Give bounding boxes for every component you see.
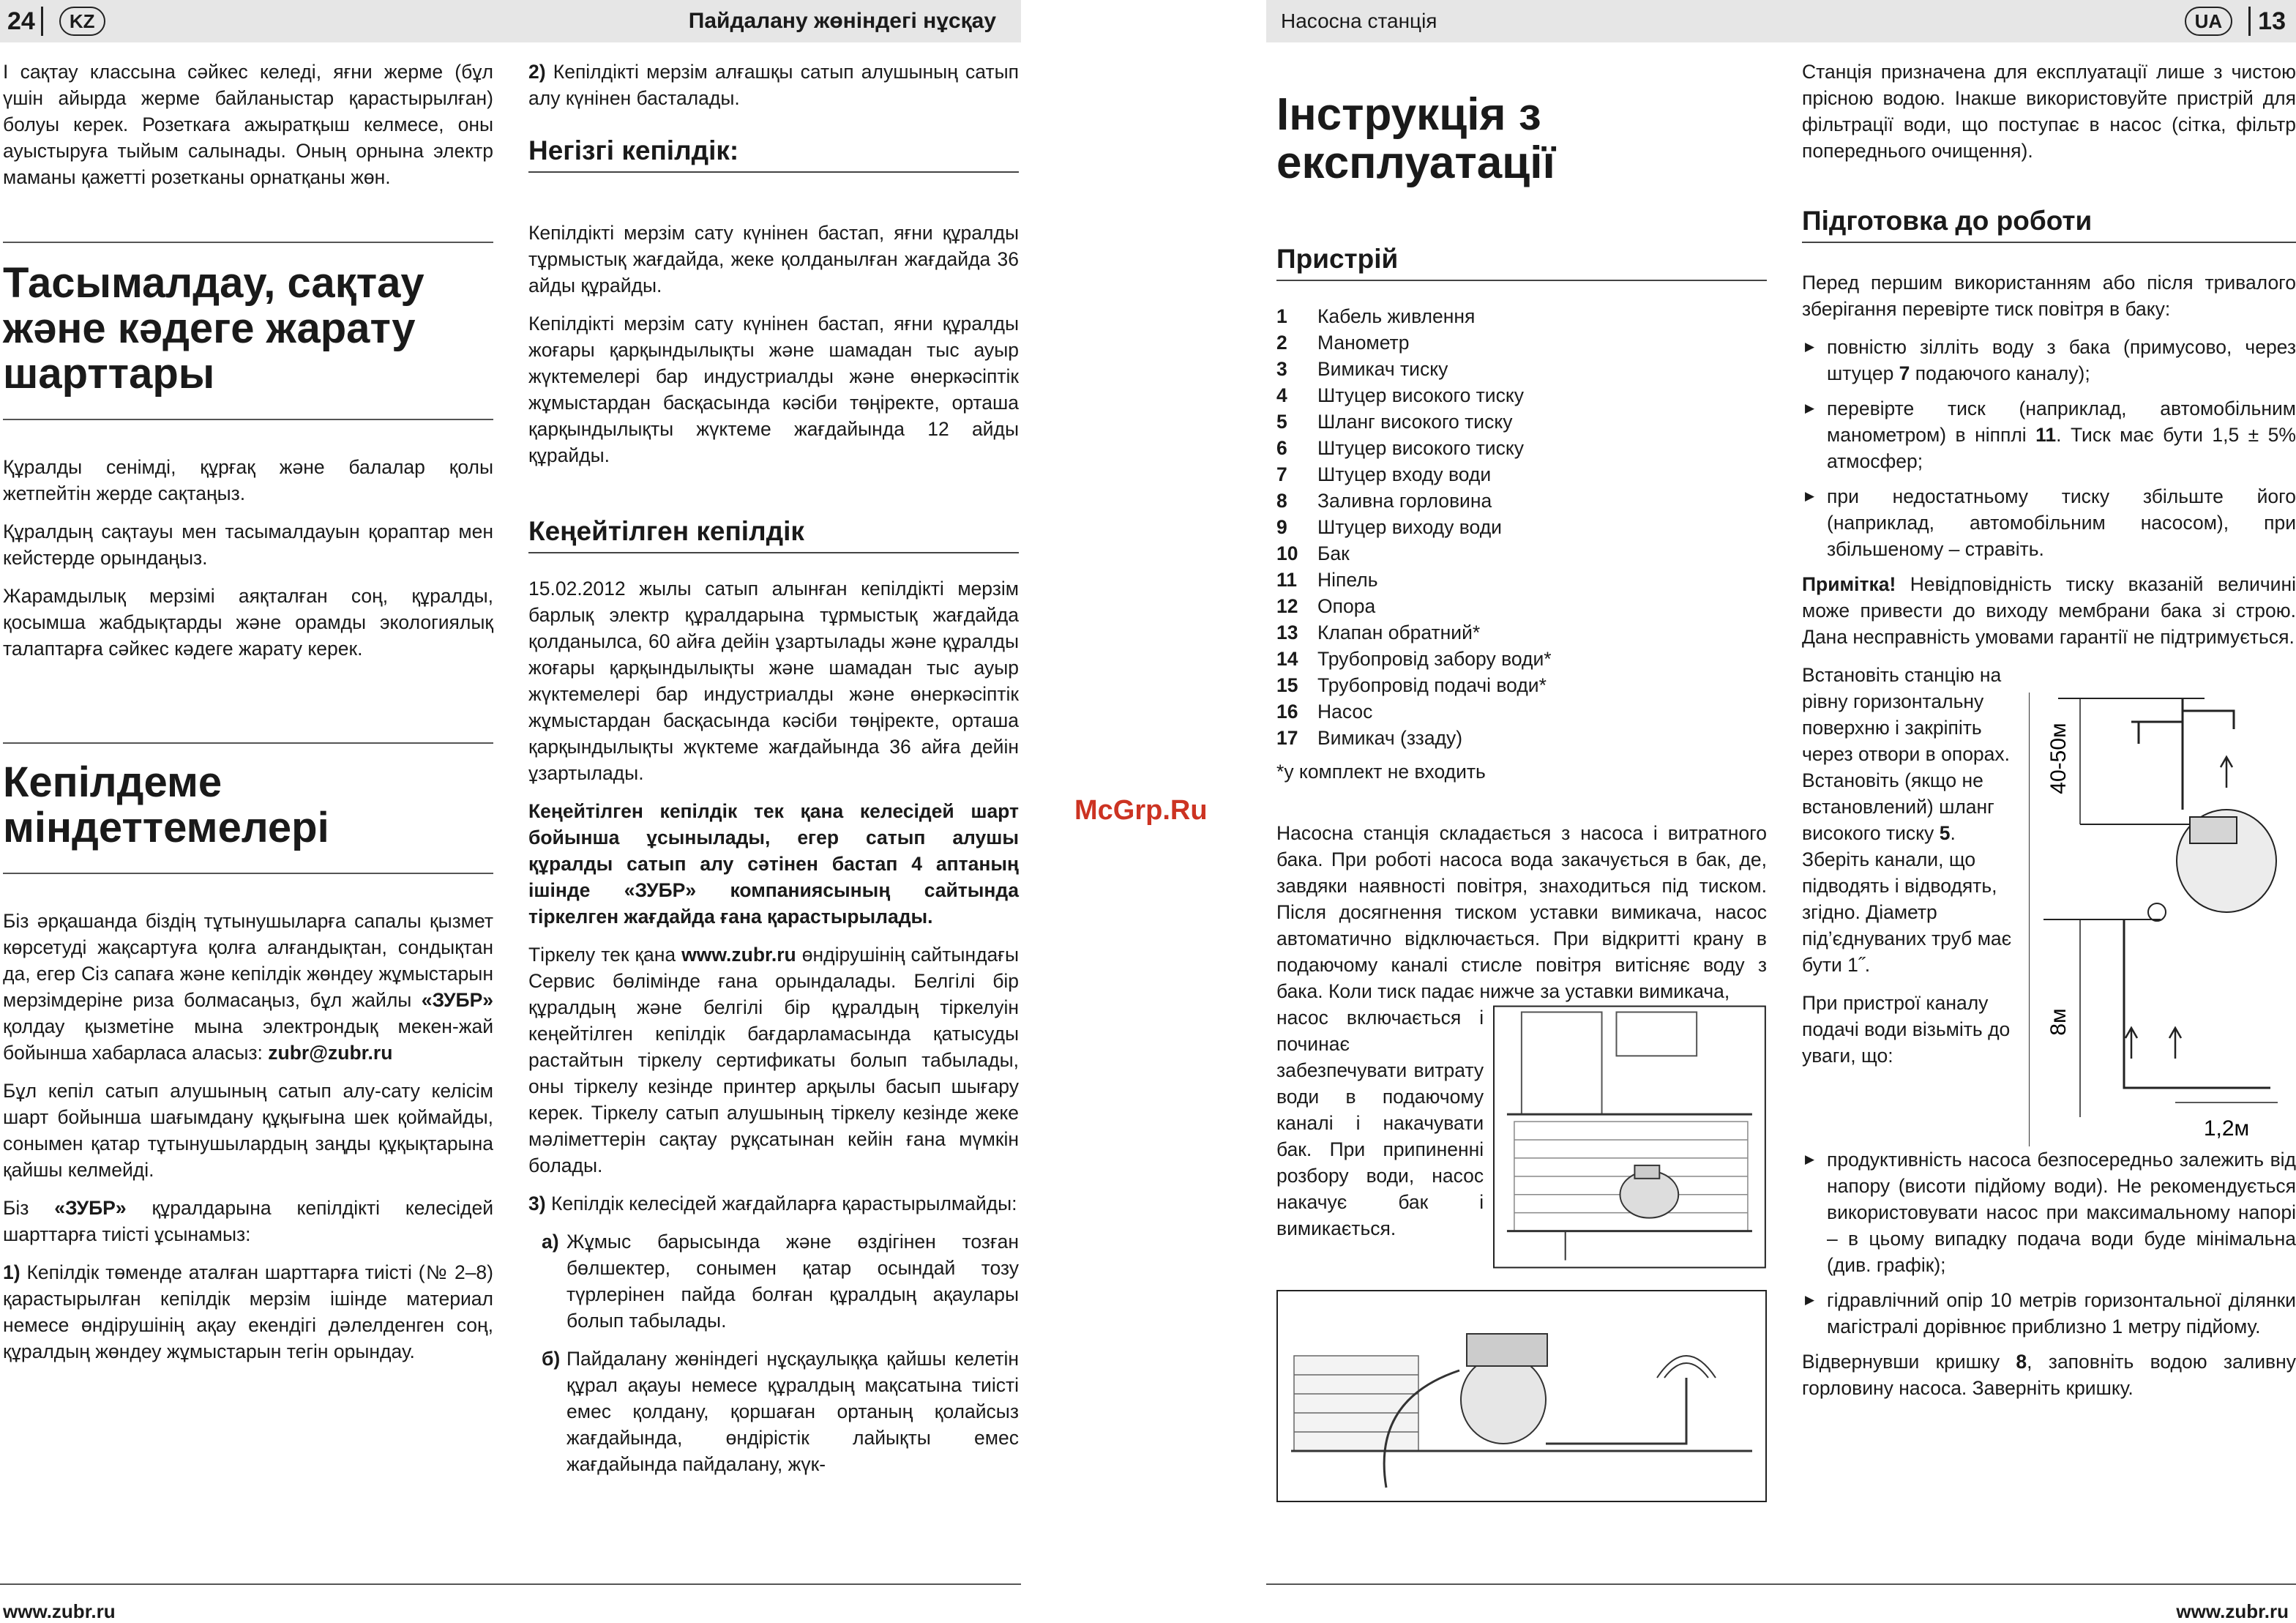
paragraph: При пристрої каналу подачі води візьміть до уваги, що:: [1802, 992, 2011, 1067]
right-page: [1266, 0, 2296, 1622]
part-name: Трубопровід забору води*: [1317, 648, 1552, 670]
pump-motor: [1467, 1334, 1547, 1366]
parts-list-item: [1276, 382, 1767, 408]
paragraph: Құралды сенімді, құрғақ және балалар қолы жетпейтін жерде сақтаңыз.: [3, 456, 493, 504]
text: . Зберіть канали, що підводять і відводять, згідно. Діаметр під’єднуваних труб має бути 1˝.: [1802, 822, 2012, 976]
footer-rule: [0, 1583, 1021, 1585]
text: Кепілдік келесідей жағдайларға қарастырылмайды:: [545, 1193, 1017, 1215]
parts-list-item: [1276, 461, 1767, 488]
sub-item-a: [542, 1228, 1019, 1334]
text: құралдарына кепілдікті келесідей шарттарға тиісті ұсынамыз:: [3, 1197, 493, 1245]
text: Кепілдікті мерзім алғашқы сатып алушының сатып алу күнінен басталады.: [528, 61, 1019, 109]
header-divider: [2248, 7, 2251, 36]
text: қолдау қызметіне мына электрондық мекен-жай бойынша хабарласа аласыз:: [3, 1015, 493, 1064]
header-divider: [41, 7, 43, 36]
email-link[interactable]: zubr@zubr.ru: [268, 1042, 393, 1064]
part-number: 17: [1276, 727, 1298, 749]
paragraph: [3, 1195, 493, 1247]
parts-list-item: [1276, 619, 1767, 646]
divider: [3, 873, 493, 874]
text: Жұмыс барысында және өздігінен тозған бөлшектер, сонымен қатар осындай тозу түрлерінен пайда болған құралдың ақаулары болып табылады.: [566, 1231, 1019, 1332]
text: перевірте тиск (наприклад, автомобільним манометром) в ніпплі: [1827, 398, 2296, 446]
text: повністю зілліть воду з бака (примусово, через штуцер: [1827, 336, 2296, 384]
divider: [3, 419, 493, 420]
pump-motor: [1635, 1165, 1660, 1179]
figure-frame: [1494, 1007, 1765, 1268]
footer-url: www.zubr.ru: [3, 1600, 116, 1622]
left-column-1: [3, 59, 493, 1376]
bullet-item: ▶ при недостатньому тиску збільште його (наприклад, автомобільним насосом), при збільшеному – стравіть.: [1802, 483, 2296, 562]
paragraph: Бұл кепіл сатып алушының сатып алу-сату келісім шарт бойынша шағымдану құқығына шек қоймайды, сонымен қатар тұтынушылардың заңды құқықтарына қайшы келмейді.: [3, 1080, 493, 1181]
install-text: [1802, 662, 2014, 1146]
text: Тіркелу тек қана: [528, 944, 682, 966]
item-number: 3): [528, 1193, 546, 1215]
text: , заповніть водою заливну горловину насоса. Заверніть кришку.: [1802, 1351, 2296, 1399]
note: [1802, 571, 2296, 650]
note-label: Примітка!: [1802, 573, 1896, 595]
part-name: Вимикач тиску: [1317, 358, 1448, 380]
paragraph: [528, 941, 1019, 1179]
manual-title: Інструкція з експлуатації: [1276, 89, 1555, 188]
heading-preparation: Підготовка до роботи: [1802, 208, 2296, 243]
text: Невідповідність тиску вказаній величині може привести до виходу мембрани бака зі строю. Дана несправність умовами гарантії не підтримується.: [1802, 573, 2296, 648]
parts-list-item: [1276, 514, 1767, 540]
parts-list-item: [1276, 435, 1767, 461]
parts-list-item: [1276, 540, 1767, 567]
parts-list-item: [1276, 303, 1767, 329]
part-ref: 11: [2035, 424, 2057, 446]
parts-list-item: [1276, 646, 1767, 672]
parts-list-item: [1276, 725, 1767, 751]
install-row: [1802, 662, 2296, 1146]
part-number: 1: [1276, 305, 1287, 327]
part-ref: 7: [1899, 362, 1910, 384]
paragraph: І сақтау классына сәйкес келеді, яғни жерме (бұл үшін айырда жерме байланыстар қарастырылған) болуы керек. Розеткаға ажыратқыш келмесе, оны ауыстыруға тыйым салынады. Оның орнына электр маманы қажетті розетканы орнатқаны жөн.: [3, 61, 493, 188]
page-number: 13: [2258, 7, 2286, 35]
right-header: [1266, 0, 2296, 42]
watermark: McGrp.Ru: [1074, 795, 1208, 826]
text: Відвернувши кришку: [1802, 1351, 2016, 1373]
text: өндірушінің сайтындағы Сервис бөлімінде ғана орындалады. Белгілі бір құралдың және белгілі бір құралдың тіркелуін кеңейтілген кепілдік бағдарламасында қатысуды растайтын тіркелу сертификаты болып табылады, оны тіркелу кезінде принтер арқылы басып шығару керек. Тіркелу сатып алушының тіркелу кезінде жеке мәліметтерін сақтау рұқсатынан кейін ғана мүмкін болады.: [528, 944, 1019, 1176]
left-column-2: [528, 59, 1019, 1489]
part-number: 14: [1276, 648, 1298, 670]
part-number: 8: [1276, 490, 1287, 512]
part-number: 7: [1276, 463, 1287, 485]
section-heading-warranty: Кепілдеме міндеттемелері: [3, 758, 329, 851]
text: Біз әрқашанда біздің тұтынушыларға сапалы қызмет көрсетуді жақсартуға қолға алғандықтан, сондықтан да, егер Сіз сапаға және кепілдік жөндеу жұмыстарын мерзімдеріне риза болмасаңыз, бұл жайлы: [3, 910, 493, 1011]
part-name: Штуцер високого тиску: [1317, 437, 1525, 459]
height-label: 40-50м: [2046, 723, 2071, 794]
part-number: 5: [1276, 411, 1287, 433]
page-number: 24: [7, 7, 35, 35]
sub-item-b: [542, 1346, 1019, 1477]
part-name: Ніпель: [1317, 569, 1378, 591]
language-badge: UA: [2185, 7, 2233, 36]
footer-url: www.zubr.ru: [2176, 1600, 2289, 1622]
part-name: Манометр: [1317, 332, 1410, 354]
tap-right: [2183, 711, 2234, 729]
paragraph: Құралдың сақтауы мен тасымалдауын қораптар мен кейстерде орындаңыз.: [3, 521, 493, 569]
paragraph: Станція призначена для експлуатації лише з чистою прісною водою. Інакше використовуйте пристрій для фільтрації води, що поступає в насос (сітка, фільтр попереднього очищення).: [1802, 61, 2296, 162]
part-number: 9: [1276, 516, 1287, 538]
part-name: Шланг високого тиску: [1317, 411, 1513, 433]
part-name: Штуцер виходу води: [1317, 516, 1502, 538]
left-header: [0, 0, 1021, 42]
installation-height-diagram: [2029, 678, 2292, 1146]
language-badge: KZ: [59, 7, 105, 36]
part-name: Вимикач (ззаду): [1317, 727, 1463, 749]
text: Пайдалану жөніндегі нұсқаулыққа қайшы келетін құрал ақауы немесе құралдың мақсатына тиісті емес қолдану, қоршаған ортаның қолайсыз жағдайында, өндірістік лайықты емес жағдайында пайдалану, жүк-: [566, 1348, 1019, 1475]
heading-basic-warranty: Негізгі кепілдік:: [528, 138, 1019, 173]
item-number: 1): [3, 1261, 20, 1283]
parts-list-item: [1276, 408, 1767, 435]
part-number: 2: [1276, 332, 1287, 354]
part-ref: 8: [2016, 1351, 2027, 1373]
part-number: 6: [1276, 437, 1287, 459]
part-number: 15: [1276, 674, 1298, 696]
sub-label: а): [542, 1231, 559, 1253]
paragraph: Перед першим використанням або після тривалого зберігання перевірте тиск повітря в баку:: [1802, 272, 2296, 320]
item-number: 2): [528, 61, 546, 83]
flow-arrow-up: [2169, 1028, 2181, 1059]
brand: «ЗУБР»: [54, 1197, 127, 1219]
part-number: 16: [1276, 701, 1298, 723]
heading-device: Пристрій: [1276, 246, 1767, 281]
part-name: Трубопровід подачі води*: [1317, 674, 1547, 696]
paragraph: Кепілдікті мерзім сату күнінен бастап, яғни құралды жоғары қарқындылықты және шамадан тыс ауыр жүктемелері бар индустриалды және өнеркәсіптік жұмыстардан басқасында кәсіби төңіректе, орташа қарқындылықты жүктеме жағдайында 12 айды құрайды.: [528, 313, 1019, 466]
paragraph: [1802, 662, 2014, 978]
part-number: 3: [1276, 358, 1287, 380]
divider: [3, 242, 493, 243]
part-name: Заливна горловина: [1317, 490, 1492, 512]
tap-upper: [2131, 722, 2183, 744]
right-column-2: [1802, 59, 2296, 1413]
footer-rule: [1266, 1583, 2296, 1585]
part-ref: 5: [1939, 822, 1951, 844]
right-column-1: [1276, 91, 1767, 1509]
text: . Тиск має бути 1,5 ± 5% атмосфер;: [1827, 424, 2296, 472]
pressure-gauge: [2148, 903, 2166, 921]
part-name: Штуцер входу води: [1317, 463, 1492, 485]
parts-list: [1276, 303, 1767, 751]
part-name: Кабель живлення: [1317, 305, 1476, 327]
paragraph: Кепілдікті мерзім сату күнінен бастап, яғни құралды тұрмыстық жағдайда, жеке қолданылған жағдайда 36 айды құрайды.: [528, 222, 1019, 296]
paragraph: [528, 1190, 1019, 1217]
text: Біз: [3, 1197, 55, 1219]
text: подаючого каналу);: [1910, 362, 2090, 384]
site-link[interactable]: www.zubr.ru: [681, 944, 796, 966]
left-page: [0, 0, 1021, 1622]
part-name: Насос: [1317, 701, 1373, 723]
suction-pipe: [2124, 919, 2270, 1088]
part-number: 12: [1276, 595, 1298, 617]
part-number: 4: [1276, 384, 1287, 406]
bullet-item: [1802, 334, 2296, 387]
part-number: 11: [1276, 569, 1298, 591]
paragraph: насос включається і починає забезпечувати витрату води в подаючому каналі і накачувати бак. При припиненні розбору води, насос накачує бак і вимикається.: [1276, 1007, 1484, 1239]
parts-list-item: [1276, 488, 1767, 514]
sub-label: б): [542, 1348, 561, 1370]
parts-list-item: [1276, 356, 1767, 382]
width-label: 1,2м: [2203, 1116, 2250, 1141]
part-name: Штуцер високого тиску: [1317, 384, 1525, 406]
parts-list-item: [1276, 593, 1767, 619]
pump-tank: [1461, 1356, 1546, 1444]
parts-list-item: [1276, 329, 1767, 356]
part-name: Бак: [1317, 542, 1350, 564]
paragraph: [1802, 1348, 2296, 1401]
paragraph: Жарамдылық мерзімі аяқталған соң, құралды, қосымша жабдықтарды және орамды экологиялық талаптарға сәйкес кәдеге жарату керек.: [3, 585, 493, 660]
section-heading-transport: Тасымалдау, сақтау және кәдеге жарату шарттары: [3, 259, 425, 398]
paragraph: [3, 1259, 493, 1365]
part-name: Клапан обратний*: [1317, 622, 1481, 643]
bullet-item: ▶ гідравлічний опір 10 метрів горизонтальної ділянки магістралі дорівнює приблизно 1 метру підйому.: [1802, 1287, 2296, 1340]
part-name: Опора: [1317, 595, 1376, 617]
part-number: 13: [1276, 622, 1298, 643]
paragraph: [3, 908, 493, 1066]
parts-list-item: [1276, 672, 1767, 698]
header-title: Насосна станція: [1281, 10, 1437, 32]
paragraph: [528, 59, 1019, 111]
paragraph: Насосна станція складається з насоса і витратного бака. При роботі насоса вода закачується в бак, де, завдяки наявності повітря, знаходиться під тиском. Після досягнення тиском уставки вимикача, насос автоматично відключається. При відкритті крану в подаючому каналі стисле повітря витісняє воду з бака. Коли тиск падає нижче за уставки вимикача,: [1276, 822, 1767, 1002]
pump-motor: [2190, 817, 2237, 843]
depth-label: 8м: [2046, 1008, 2071, 1036]
paragraph-bold: Кеңейтілген кепілдік тек қана келесідей шарт бойынша ұсынылады, егер сатып алушы құралды сатып алу сәтінен бастап 4 аптаның ішінде «ЗУБР» компаниясының сайтында тіркелген жағдайда ғана қарастырылады.: [528, 800, 1019, 928]
bullet-item: [1802, 395, 2296, 474]
brand: «ЗУБР»: [421, 989, 493, 1011]
text-figure-row: [1276, 1004, 1767, 1269]
parts-list-item: [1276, 698, 1767, 725]
text: Встановіть станцію на рівну горизонтальну поверхню і закріпіть через отвори в опорах. Встановіть (якщо не встановлений) шланг високого тиску: [1802, 664, 2011, 844]
header-title: Пайдалану жөніндегі нұсқау: [688, 9, 996, 33]
bullet-item: ▶ продуктивність насоса безпосередньо залежить від напору (висоти підйому води). Не рекомендується використовувати насос при максимальному напорі – в цьому випадку подача води буде мінімальна (див. графік);: [1802, 1146, 2296, 1278]
heading-extended-warranty: Кеңейтілген кепілдік: [528, 518, 1019, 553]
footnote: *у комплект не входить: [1276, 761, 1486, 783]
brick-well: [1294, 1356, 1418, 1451]
text: Кепілдік төменде аталған шарттарға тиісті (№ 2–8) қарастырылған кепілдік мерзім ішінде материал немесе өндірушінің ақау екендігі дәлелденген соң, құралдың жөндеу жұмыстарын тегін орындау.: [3, 1261, 493, 1362]
flow-arrow-up: [2125, 1028, 2137, 1059]
kitchen-installation-figure: [1492, 1004, 1767, 1269]
part-number: 10: [1276, 542, 1298, 564]
parts-list-item: [1276, 567, 1767, 593]
divider: [3, 742, 493, 744]
garden-installation-figure: [1276, 1290, 1767, 1502]
paragraph: 15.02.2012 жылы сатып алынған кепілдікті мерзім барлық электр құралдарына тұрмыстық жағдайда қолданылса, 60 айға дейін ұзартылады және құралды жоғары қарқындылықты және шамадан тыс ауыр жүктемелері бар индустриалды және өнеркәсіптік жұмыстардан басқасында кәсіби төңіректе, орташа қарқындылықты жүктеме жағдайында 36 айға дейін ұзартылады.: [528, 578, 1019, 784]
flow-arrow-up: [2221, 757, 2232, 788]
